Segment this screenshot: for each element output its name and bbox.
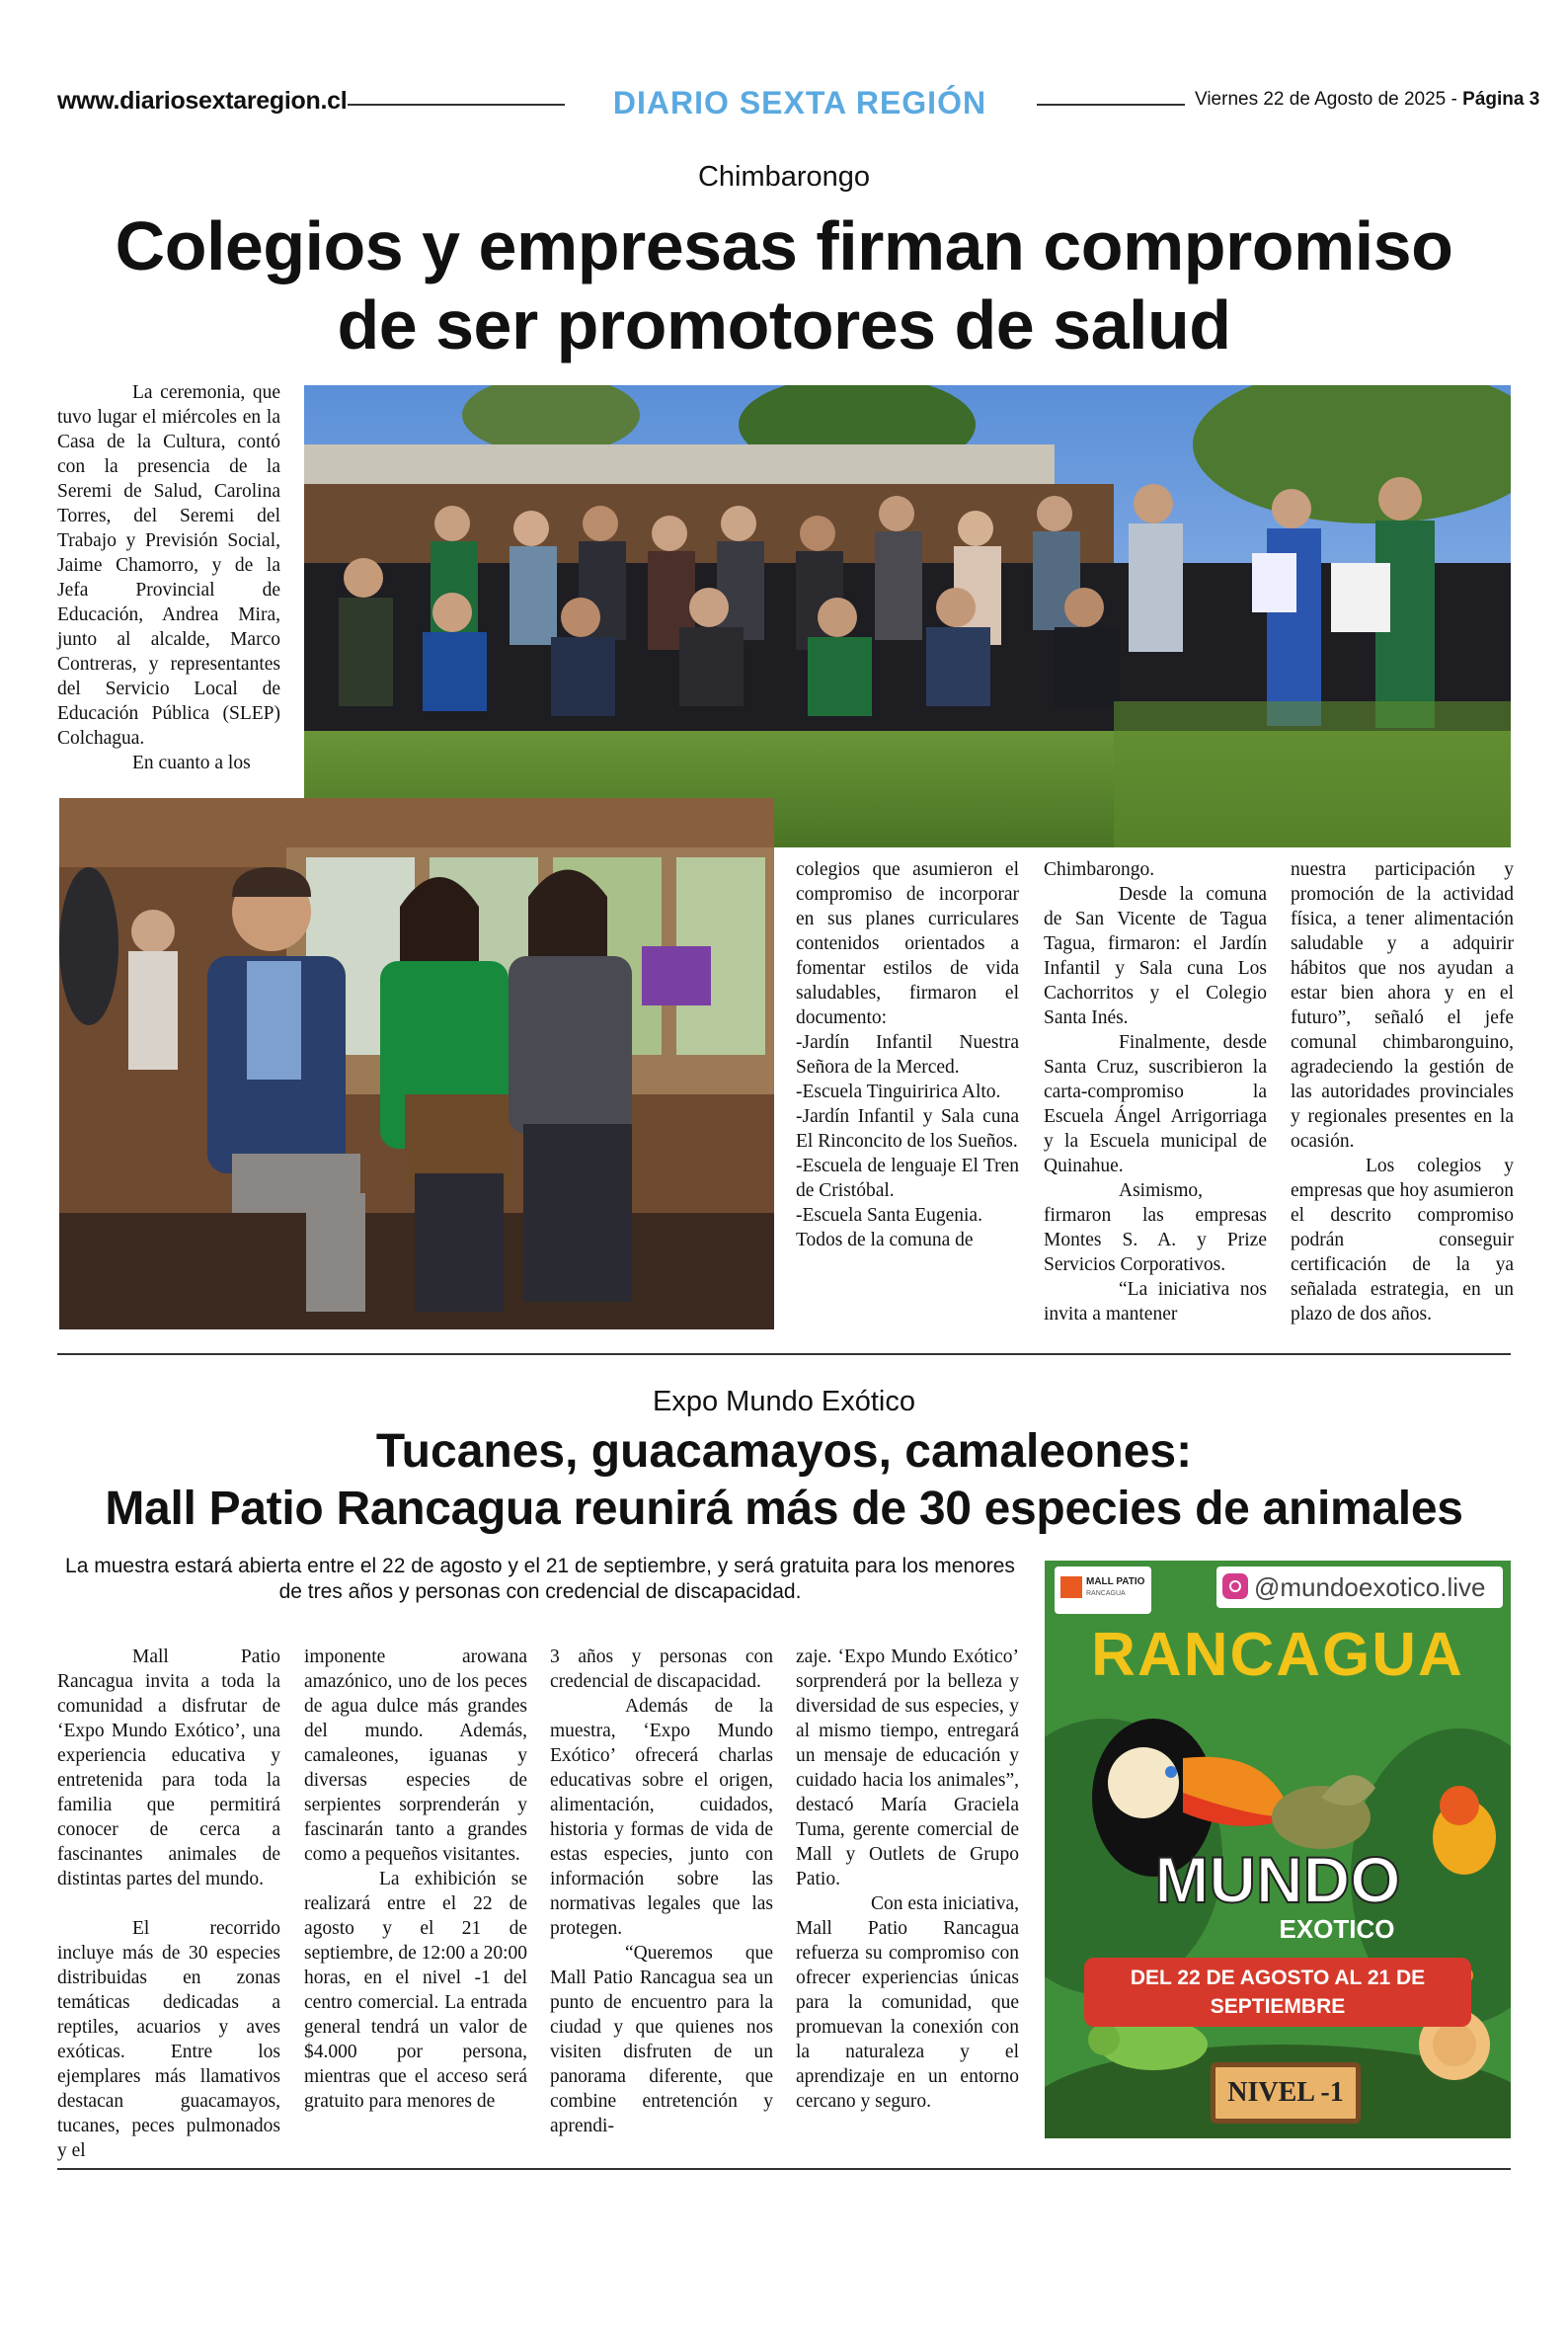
article1-column-4: [1291, 857, 1514, 1326]
article2-headline-1: Tucanes, guacamayos, camaleones:: [375, 1425, 1193, 1478]
list-item: -Escuela Tinguiririca Alto.: [796, 1082, 1001, 1102]
paragraph: Desde la comuna de San Vicente de Tagua Tagua, firmaron: el Jardín Infantil y Sala cuna Los Cachorritos y el Colegio Santa Inés.: [1044, 884, 1267, 1028]
header-rule-right: [1037, 104, 1185, 106]
audience-photo: [59, 798, 774, 1329]
paragraph: Mall Patio Rancagua invita a toda la comunidad a disfrutar de ‘Expo Mundo Exótico’, una experiencia educativa y entretenida para toda la familia que permitirá conocer de cerca a fascinantes animales de distintas partes del mundo.: [57, 1646, 280, 1889]
paragraph: Finalmente, desde Santa Cruz, suscribieron la carta-compromiso la Escuela Ángel Arrigorriaga y la Escuela municipal de Quinahue.: [1044, 1032, 1267, 1176]
date-page: [1195, 89, 1539, 111]
paragraph: colegios que asumieron el compromiso de incorporar en sus planes curriculares contenidos orientados a fomentar estilos de vida saludables, firmaron el documento:: [796, 859, 1019, 1028]
article2-column-2: [304, 1645, 527, 2114]
paragraph: imponente arowana amazónico, uno de los peces de agua dulce más grandes del mundo. Además, camaleones, iguanas y diversas especies de serpientes sorprenderán y fascinarán tanto a grandes como a pequeños visitantes.: [304, 1646, 527, 1865]
paragraph: “La iniciativa nos invita a mantener: [1044, 1279, 1267, 1325]
logo-text-top: MALL PATIO: [1086, 1576, 1145, 1587]
poster-dates-banner: [1084, 1958, 1471, 2027]
website-url: www.diariosextaregion.cl: [57, 87, 348, 115]
instagram-icon: [1222, 1573, 1248, 1599]
article1-headline-2: de ser promotores de salud: [337, 286, 1231, 363]
issue-date: Viernes 22 de Agosto de 2025: [1195, 89, 1447, 110]
article2-subhead: La muestra estará abierta entre el 22 de agosto y el 21 de septiembre, y será gratuita para los menores de tres años y personas con credencial de discapacidad.: [65, 1555, 1015, 1603]
poster-subtitle: EXOTICO: [1279, 1914, 1395, 1944]
paragraph: La exhibición se realizará entre el 22 de agosto y el 21 de septiembre, de 12:00 a 20:00 horas, en el nivel -1 del centro comercial. La entrada general tendrá un valor de $4.000 por persona, mientras que el acceso será gratuito para menores de: [304, 1869, 527, 2112]
paragraph: Además de la muestra, ‘Expo Mundo Exótico’ ofrecerá charlas educativas sobre el origen, alimentación, cuidados, historia y formas de vida de estas especies, junto con información sobre las normativas legales que las protegen.: [550, 1696, 773, 1939]
paragraph: El recorrido incluye más de 30 especies distribuidas en zonas temáticas dedicadas a reptiles, acuarios y aves exóticas. Entre los ejemplares más llamativos destacan guacamayos, tucanes, peces pulmonados y el: [57, 1918, 280, 2161]
poster-level: NIVEL -1: [1227, 2077, 1344, 2108]
list-item: -Jardín Infantil y Sala cuna El Rinconcito de los Sueños.: [796, 1106, 1019, 1152]
poster-dates-2: SEPTIEMBRE: [1210, 1995, 1346, 2018]
header-rule-left: [348, 104, 565, 106]
poster-dates-1: DEL 22 DE AGOSTO AL 21 DE: [1130, 1967, 1426, 1989]
bottom-rule: [57, 2168, 1511, 2170]
article1-column-2: [796, 857, 1019, 1252]
section-divider: [57, 1353, 1511, 1355]
article2-kicker: Expo Mundo Exótico: [653, 1386, 915, 1417]
instagram-tag: [1216, 1566, 1503, 1608]
article2-column-1: [57, 1645, 280, 2163]
list-item: -Escuela Santa Eugenia.: [796, 1205, 982, 1226]
paragraph: “Queremos que Mall Patio Rancagua sea un punto de encuentro para la ciudad y que quienes nos visiten disfruten de un panorama diferente, que combine entretención y aprendi-: [550, 1943, 773, 2136]
article2-headline-2: Mall Patio Rancagua reunirá más de 30 especies de animales: [105, 1483, 1463, 1535]
article1-intro-column: [57, 380, 280, 775]
article1-kicker: Chimbarongo: [697, 161, 871, 193]
paragraph: Asimismo, firmaron las empresas Montes S. A. y Prize Servicios Corporativos.: [1044, 1180, 1267, 1275]
masthead: DIARIO SEXTA REGIÓN: [612, 85, 987, 120]
paragraph: Con esta iniciativa, Mall Patio Rancagua refuerza su compromiso con ofrecer experiencias únicas para la comunidad, que promuevan la conexión con la naturaleza y el aprendizaje en un entorno cercano y seguro.: [796, 1893, 1020, 2112]
event-poster: [1045, 1561, 1511, 2138]
list-item: -Escuela de lenguaje El Tren de Cristóbal.: [796, 1156, 1019, 1201]
article2-column-4: [796, 1645, 1019, 2114]
paragraph: Chimbarongo.: [1044, 859, 1155, 880]
date-separator: -: [1446, 89, 1463, 110]
paragraph: La ceremonia, que tuvo lugar el miércoles en la Casa de la Cultura, contó con la presencia de la Seremi de Salud, Carolina Torres, del Seremi del Trabajo y Previsión Social, Jaime Chamorro, y de la Jefa Provincial de Educación, Andrea Mira, junto al alcalde, Marco Contreras, y representantes del Servicio Local de Educación Pública (SLEP) Colchagua.: [57, 382, 280, 749]
poster-level-sign: [1211, 2062, 1361, 2124]
article1-headline-1: Colegios y empresas firman compromiso: [115, 207, 1453, 284]
logo-mark: [1060, 1576, 1082, 1598]
paragraph: nuestra participación y promoción de la actividad física, a tener alimentación saludable y a adquirir hábitos que nos ayudan a estar bien ahora y en el futuro”, señaló el jefe comunal chimbaronguino, agradeciendo la gestión de las autoridades provinciales y regionales presentes en la ocasión.: [1291, 859, 1514, 1152]
poster-title: MUNDO: [1154, 1843, 1401, 1916]
paragraph: zaje. ‘Expo Mundo Exótico’ sorprenderá por la belleza y diversidad de sus especies, y al mismo tiempo, entregará un mensaje de educación y cuidado hacia los animales”, destacó María Graciela Tuma, gerente comercial de Mall y Outlets de Grupo Patio.: [796, 1646, 1019, 1889]
list-item: -Jardín Infantil Nuestra Señora de la Merced.: [796, 1032, 1019, 1078]
paragraph: En cuanto a los: [132, 753, 251, 773]
paragraph: 3 años y personas con credencial de discapacidad.: [550, 1646, 773, 1692]
paragraph: Todos de la comuna de: [796, 1230, 974, 1250]
article1-column-3: [1044, 857, 1267, 1326]
page-number: Página 3: [1462, 89, 1540, 110]
mall-logo: [1055, 1566, 1151, 1614]
logo-text-bottom: RANCAGUA: [1086, 1590, 1126, 1597]
poster-city: RANCAGUA: [1091, 1621, 1464, 1689]
paragraph: Los colegios y empresas que hoy asumieron el descrito compromiso podrán conseguir certificación de la ya señalada estrategia, en un plazo de dos años.: [1291, 1156, 1514, 1325]
group-photo: [304, 385, 1511, 847]
article2-column-3: [550, 1645, 773, 2138]
instagram-handle: @mundoexotico.live: [1254, 1572, 1486, 1602]
